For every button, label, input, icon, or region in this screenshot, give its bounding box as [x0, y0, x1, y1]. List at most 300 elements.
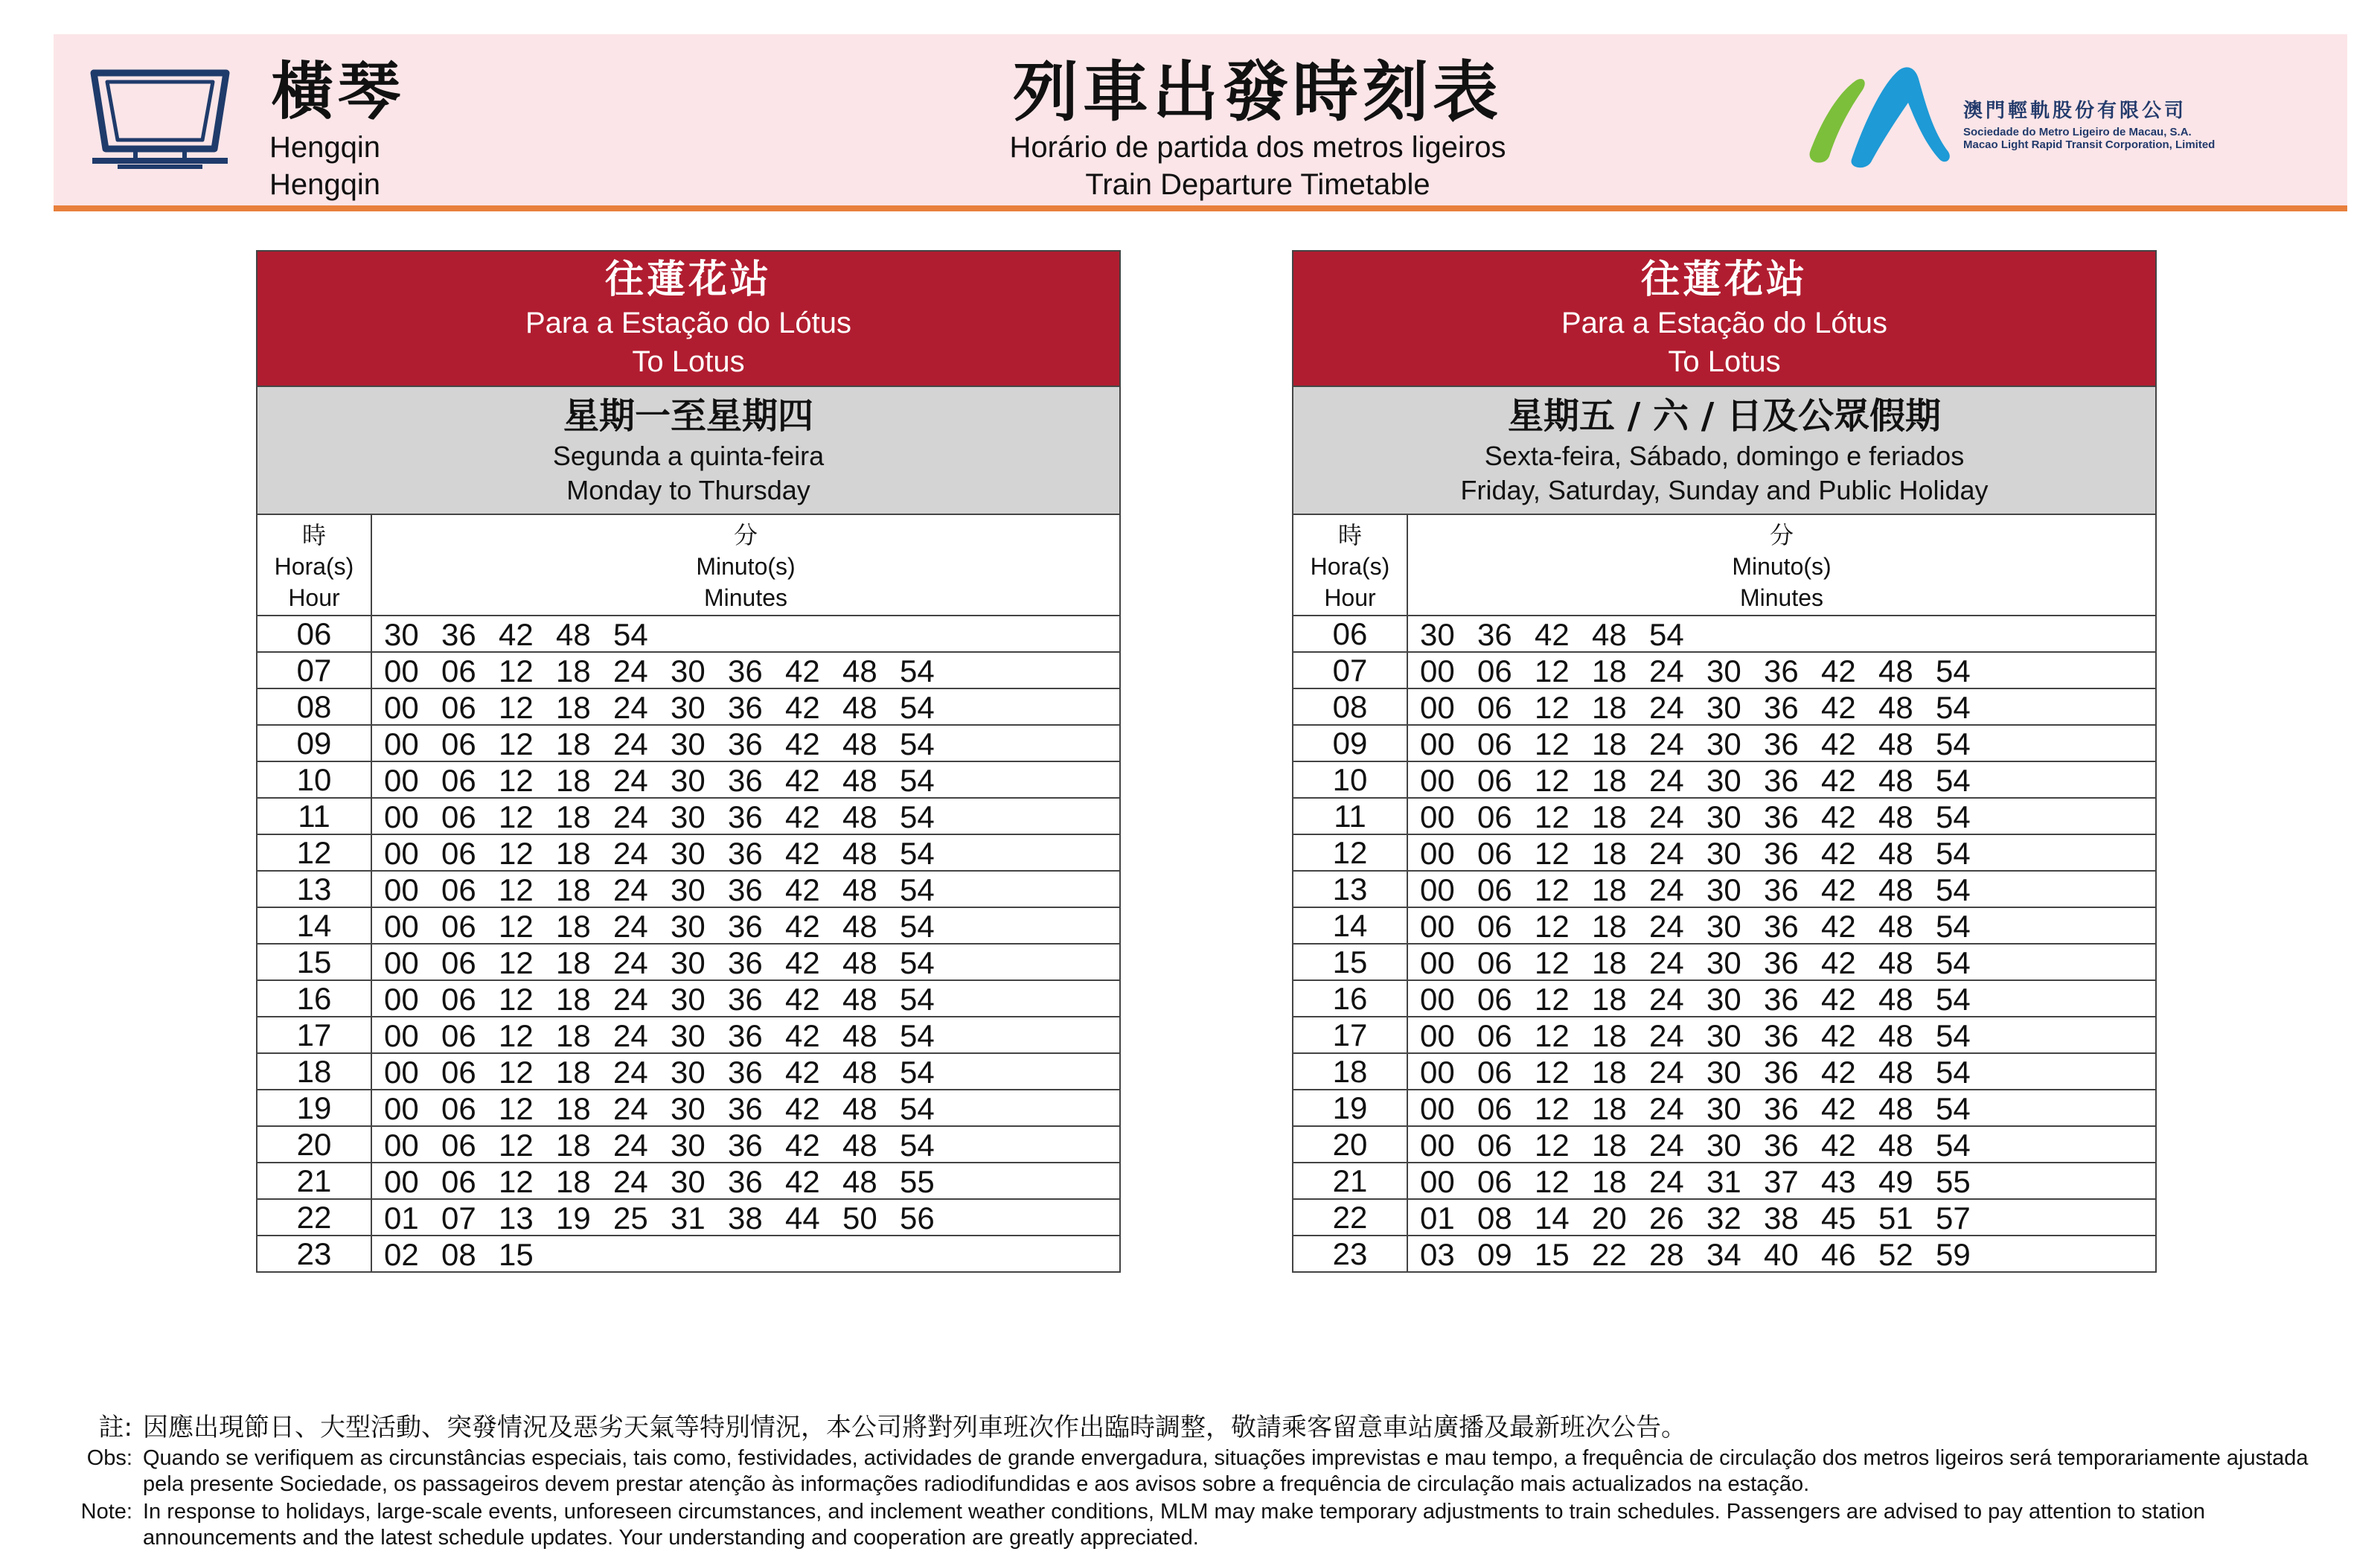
minute-value: 48: [1878, 653, 1913, 688]
minute-value: 24: [613, 763, 648, 798]
minute-value: 36: [728, 1091, 763, 1126]
minute-value: 06: [441, 1091, 476, 1126]
minutes-cell: [372, 1054, 1119, 1089]
minute-value: 48: [842, 836, 877, 871]
minute-value: 42: [1821, 1055, 1856, 1090]
table-row: [257, 835, 1119, 872]
hour-cell: 18: [257, 1054, 372, 1089]
minute-value: 30: [671, 1128, 706, 1163]
minute-value: 42: [785, 799, 820, 834]
service-days-pt: Sexta-feira, Sábado, domingo e feriados: [1484, 441, 1965, 471]
page-title-zh: 列車出發時刻表: [1012, 54, 1503, 130]
minute-value: 48: [1878, 982, 1913, 1017]
minute-value: 06: [1477, 1091, 1512, 1126]
minute-value: 12: [1535, 1091, 1570, 1126]
minutes-cell: [372, 981, 1119, 1016]
minute-value: 24: [613, 726, 648, 761]
minute-value: 30: [671, 982, 706, 1017]
station-name-pt: Hengqin: [269, 131, 381, 164]
table-row: [257, 726, 1119, 762]
minute-value: 30: [671, 799, 706, 834]
table-row: [257, 762, 1119, 799]
minute-value: 24: [1649, 653, 1684, 688]
minute-value: 30: [1706, 1018, 1741, 1053]
direction-zh: 往蓮花站: [604, 258, 772, 302]
minute-value: 42: [1821, 653, 1856, 688]
minutes-cell: [1408, 945, 2155, 979]
table-row: [257, 799, 1119, 835]
table-row: [257, 1163, 1119, 1200]
minute-value: 48: [842, 1164, 877, 1199]
minute-value: 36: [1764, 836, 1799, 871]
minutes-cell: [372, 653, 1119, 688]
minute-value: 48: [1878, 1018, 1913, 1053]
minute-value: 36: [728, 726, 763, 761]
minute-value: 06: [441, 836, 476, 871]
table-row: [1293, 653, 2155, 689]
minute-value: 12: [499, 799, 534, 834]
minute-value: 12: [499, 1091, 534, 1126]
minute-value: 42: [1535, 617, 1570, 652]
minute-value: 54: [900, 1018, 935, 1053]
minute-value: 18: [556, 836, 591, 871]
minutes-cell: [372, 1090, 1119, 1125]
minutes-cell: [1408, 981, 2155, 1016]
minute-value: 18: [556, 653, 591, 688]
minute-value: 42: [785, 690, 820, 725]
minute-value: 36: [728, 909, 763, 944]
minute-value: 00: [1420, 945, 1455, 980]
minute-value: 24: [1649, 1128, 1684, 1163]
minute-value: 36: [1477, 617, 1512, 652]
hour-cell: 13: [1293, 872, 1408, 907]
timetable-weekday: [256, 250, 1121, 1273]
minute-value: 12: [1535, 653, 1570, 688]
minute-value: 06: [441, 872, 476, 907]
minute-value: 34: [1706, 1237, 1741, 1272]
minute-value: 06: [1477, 690, 1512, 725]
minute-value: 48: [1878, 1055, 1913, 1090]
company-name-en: Macao Light Rapid Transit Corporation, Limited: [1963, 138, 2216, 151]
minute-value: 15: [1535, 1237, 1570, 1272]
minute-header-zh: 分: [1769, 522, 1794, 549]
minute-value: 06: [441, 653, 476, 688]
table-row: [1293, 981, 2155, 1017]
page-title-pt: Horário de partida dos metros ligeiros: [1009, 131, 1506, 164]
minute-value: 30: [671, 726, 706, 761]
minute-value: 30: [671, 653, 706, 688]
minute-value: 14: [1535, 1201, 1570, 1236]
minute-value: 18: [556, 1055, 591, 1090]
minute-value: 00: [1420, 1055, 1455, 1090]
minute-value: 00: [384, 726, 419, 761]
minute-value: 18: [1592, 726, 1627, 761]
minute-value: 42: [785, 653, 820, 688]
minute-value: 00: [384, 799, 419, 834]
minute-value: 12: [1535, 945, 1570, 980]
table-row: [257, 689, 1119, 726]
minute-value: 36: [728, 653, 763, 688]
minute-value: 12: [499, 653, 534, 688]
minute-header-pt: Minuto(s): [696, 553, 796, 580]
minute-value: 30: [1420, 617, 1455, 652]
minute-value: 00: [1420, 872, 1455, 907]
minute-value: 22: [1592, 1237, 1627, 1272]
minute-value: 03: [1420, 1237, 1455, 1272]
direction-en: To Lotus: [632, 345, 745, 378]
minute-value: 30: [671, 1055, 706, 1090]
minute-value: 31: [671, 1201, 706, 1236]
minute-value: 48: [842, 872, 877, 907]
minute-value: 55: [1936, 1164, 1971, 1199]
minute-value: 30: [1706, 726, 1741, 761]
minute-value: 12: [1535, 1164, 1570, 1199]
hour-header-pt: Hora(s): [274, 553, 354, 580]
minute-value: 24: [613, 1091, 648, 1126]
minute-value: 54: [900, 1091, 935, 1126]
minute-value: 00: [1420, 1164, 1455, 1199]
note-pt-text: Quando se verifiquem as circunstâncias especiais, tais como, festividades, actividades de grande envergadura, situações imprevistas e mau tempo, a frequência de circulação dos metros ligeiros será temporariamente ajustada pela presente Sociedade, os passageiros devem prestar atenção às informações radiodifundidas e aos avisos sobre a frequência de circulação mais actualizados na estação.: [143, 1446, 2309, 1496]
minute-column-header: [1408, 515, 2155, 615]
minute-value: 36: [728, 836, 763, 871]
minute-value: 24: [613, 1055, 648, 1090]
minutes-cell: [1408, 799, 2155, 834]
minute-value: 08: [441, 1237, 476, 1272]
table-row: [1293, 762, 2155, 799]
minutes-cell: [372, 1127, 1119, 1162]
minute-value: 42: [1821, 1128, 1856, 1163]
minutes-cell: [1408, 616, 2155, 651]
hour-header-en: Hour: [1324, 584, 1376, 611]
minute-value: 06: [1477, 909, 1512, 944]
minute-header-en: Minutes: [1739, 584, 1824, 611]
service-days-header: [257, 387, 1119, 515]
minute-value: 18: [1592, 982, 1627, 1017]
table-row: [1293, 945, 2155, 981]
minute-value: 30: [1706, 763, 1741, 798]
minute-value: 06: [441, 763, 476, 798]
minute-value: 42: [785, 945, 820, 980]
minute-value: 48: [842, 799, 877, 834]
minute-value: 30: [1706, 653, 1741, 688]
minute-value: 06: [1477, 726, 1512, 761]
minute-value: 26: [1649, 1201, 1684, 1236]
minute-value: 24: [1649, 763, 1684, 798]
minute-value: 18: [556, 726, 591, 761]
minute-value: 08: [1477, 1201, 1512, 1236]
table-row: [1293, 1127, 2155, 1163]
minute-value: 00: [384, 1091, 419, 1126]
minute-value: 12: [1535, 763, 1570, 798]
table-row: [1293, 835, 2155, 872]
hour-column-header: [1293, 515, 1408, 615]
minute-value: 02: [384, 1237, 419, 1272]
hour-cell: 12: [1293, 835, 1408, 870]
minute-value: 12: [499, 1055, 534, 1090]
minute-value: 42: [1821, 690, 1856, 725]
minute-value: 54: [613, 617, 648, 652]
minute-value: 36: [441, 617, 476, 652]
minute-header-en: Minutes: [703, 584, 788, 611]
minutes-cell: [1408, 1163, 2155, 1198]
minute-value: 54: [1936, 1128, 1971, 1163]
minute-value: 06: [441, 982, 476, 1017]
minute-value: 48: [1878, 836, 1913, 871]
minute-value: 00: [1420, 909, 1455, 944]
minute-value: 18: [1592, 653, 1627, 688]
minute-value: 06: [441, 1018, 476, 1053]
minute-value: 18: [1592, 1055, 1627, 1090]
minute-value: 54: [900, 982, 935, 1017]
minutes-cell: [372, 689, 1119, 724]
hour-cell: 09: [257, 726, 372, 761]
minute-value: 36: [728, 690, 763, 725]
minute-value: 36: [1764, 690, 1799, 725]
minute-value: 24: [1649, 909, 1684, 944]
minute-value: 30: [1706, 982, 1741, 1017]
minute-value: 24: [1649, 690, 1684, 725]
minute-value: 36: [728, 763, 763, 798]
hour-header-pt: Hora(s): [1310, 553, 1390, 580]
minute-value: 12: [499, 945, 534, 980]
hour-cell: 16: [1293, 981, 1408, 1016]
minute-value: 06: [1477, 982, 1512, 1017]
minute-value: 37: [1764, 1164, 1799, 1199]
minutes-cell: [372, 835, 1119, 870]
minute-value: 54: [1936, 982, 1971, 1017]
minute-value: 36: [1764, 763, 1799, 798]
minute-value: 42: [1821, 726, 1856, 761]
minute-value: 00: [1420, 763, 1455, 798]
minute-value: 42: [785, 909, 820, 944]
station-name-en: Hengqin: [269, 168, 381, 201]
minute-value: 18: [1592, 945, 1627, 980]
hour-cell: 11: [1293, 799, 1408, 834]
direction-zh: 往蓮花站: [1640, 258, 1808, 302]
hour-cell: 14: [1293, 908, 1408, 943]
hour-cell: 14: [257, 908, 372, 943]
minute-value: 06: [441, 945, 476, 980]
minute-value: 36: [1764, 909, 1799, 944]
minute-value: 54: [900, 653, 935, 688]
direction-pt: Para a Estação do Lótus: [525, 307, 852, 339]
minute-value: 42: [785, 763, 820, 798]
minute-value: 54: [900, 945, 935, 980]
minute-value: 24: [613, 982, 648, 1017]
minute-value: 54: [1936, 726, 1971, 761]
minute-value: 30: [1706, 1091, 1741, 1126]
note-en-label: Note:: [80, 1500, 132, 1524]
minute-value: 48: [556, 617, 591, 652]
table-row: [1293, 908, 2155, 945]
minute-value: 06: [441, 1055, 476, 1090]
minute-value: 18: [556, 799, 591, 834]
minute-value: 54: [1936, 690, 1971, 725]
minute-value: 55: [900, 1164, 935, 1199]
minute-value: 18: [556, 872, 591, 907]
minute-value: 48: [842, 1128, 877, 1163]
minute-value: 18: [1592, 1018, 1627, 1053]
minute-value: 00: [384, 945, 419, 980]
minute-value: 06: [1477, 763, 1512, 798]
hour-cell: 08: [1293, 689, 1408, 724]
hour-cell: 06: [1293, 616, 1408, 651]
table-row: [1293, 1200, 2155, 1236]
hour-cell: 09: [1293, 726, 1408, 761]
minute-value: 24: [613, 909, 648, 944]
minute-value: 42: [785, 1128, 820, 1163]
minute-header-zh: 分: [733, 522, 758, 549]
minute-value: 12: [1535, 872, 1570, 907]
hour-header-zh: 時: [301, 522, 326, 549]
minute-value: 06: [441, 799, 476, 834]
timetable-weekend-holiday: [1292, 250, 2157, 1273]
station-name-zh: 橫琴: [271, 55, 406, 128]
minutes-cell: [1408, 689, 2155, 724]
minute-value: 01: [1420, 1201, 1455, 1236]
minute-value: 30: [671, 1091, 706, 1126]
service-days-pt: Segunda a quinta-feira: [552, 441, 825, 471]
minute-value: 36: [1764, 945, 1799, 980]
minute-value: 54: [1936, 1091, 1971, 1126]
minute-value: 52: [1878, 1237, 1913, 1272]
table-row: [257, 1236, 1119, 1271]
minute-value: 30: [1706, 909, 1741, 944]
minute-value: 00: [384, 1018, 419, 1053]
minute-value: 20: [1592, 1201, 1627, 1236]
hour-cell: 08: [257, 689, 372, 724]
hour-cell: 20: [257, 1127, 372, 1162]
minute-value: 06: [1477, 1055, 1512, 1090]
minute-value: 18: [556, 982, 591, 1017]
company-logo-icon: [1807, 64, 1956, 168]
minute-value: 42: [1821, 836, 1856, 871]
minute-value: 54: [900, 763, 935, 798]
minute-value: 18: [556, 1091, 591, 1126]
minute-value: 25: [613, 1201, 648, 1236]
hour-cell: 22: [257, 1200, 372, 1235]
hour-cell: 07: [1293, 653, 1408, 688]
company-name-zh: 澳門輕軌股份有限公司: [1963, 99, 2187, 121]
minute-value: 12: [1535, 836, 1570, 871]
minute-value: 30: [671, 763, 706, 798]
minute-value: 06: [441, 909, 476, 944]
minute-value: 15: [499, 1237, 534, 1272]
minute-value: 06: [441, 726, 476, 761]
minute-value: 06: [441, 1128, 476, 1163]
minute-value: 00: [1420, 653, 1455, 688]
page-title-en: Train Departure Timetable: [1085, 168, 1430, 201]
minute-value: 42: [1821, 763, 1856, 798]
minute-value: 06: [1477, 836, 1512, 871]
direction-en: To Lotus: [1668, 345, 1781, 378]
minute-value: 48: [842, 690, 877, 725]
hour-cell: 19: [1293, 1090, 1408, 1125]
direction-header: [1293, 252, 2155, 387]
minute-value: 00: [1420, 1128, 1455, 1163]
minute-value: 36: [728, 982, 763, 1017]
minute-value: 06: [1477, 653, 1512, 688]
minute-value: 12: [1535, 1018, 1570, 1053]
minute-value: 06: [1477, 1164, 1512, 1199]
table-row: [257, 945, 1119, 981]
minute-value: 38: [728, 1201, 763, 1236]
minute-value: 24: [613, 653, 648, 688]
minute-value: 30: [1706, 690, 1741, 725]
minute-value: 30: [671, 872, 706, 907]
minute-value: 36: [728, 1128, 763, 1163]
minutes-cell: [372, 616, 1119, 651]
minute-value: 30: [671, 1018, 706, 1053]
hour-header-zh: 時: [1337, 522, 1362, 549]
minute-value: 48: [842, 1055, 877, 1090]
minutes-cell: [372, 908, 1119, 943]
minute-value: 32: [1706, 1201, 1741, 1236]
minute-value: 18: [1592, 872, 1627, 907]
table-row: [257, 1200, 1119, 1236]
minute-value: 00: [384, 653, 419, 688]
company-name-pt: Sociedade do Metro Ligeiro de Macau, S.A.: [1963, 126, 2192, 138]
note-zh: [71, 1411, 2341, 1444]
direction-pt: Para a Estação do Lótus: [1561, 307, 1888, 339]
minutes-cell: [1408, 653, 2155, 688]
table-row: [1293, 616, 2155, 653]
minute-value: 48: [1592, 617, 1627, 652]
minute-value: 42: [1821, 945, 1856, 980]
minute-value: 18: [556, 690, 591, 725]
hour-cell: 17: [1293, 1017, 1408, 1052]
table-row: [1293, 1090, 2155, 1127]
minute-value: 30: [671, 836, 706, 871]
minute-value: 24: [613, 1164, 648, 1199]
station-building-icon: [89, 68, 231, 180]
minute-value: 36: [728, 1018, 763, 1053]
minute-value: 30: [1706, 872, 1741, 907]
table-row: [257, 1127, 1119, 1163]
minute-value: 12: [499, 1018, 534, 1053]
minute-value: 18: [556, 1164, 591, 1199]
minute-value: 48: [842, 763, 877, 798]
minute-value: 42: [1821, 1018, 1856, 1053]
minute-value: 18: [556, 1018, 591, 1053]
minute-value: 18: [1592, 909, 1627, 944]
hour-cell: 11: [257, 799, 372, 834]
minute-value: 56: [900, 1201, 935, 1236]
minute-value: 30: [671, 1164, 706, 1199]
minute-value: 30: [671, 909, 706, 944]
minute-value: 31: [1706, 1164, 1741, 1199]
minute-value: 42: [785, 1164, 820, 1199]
minute-value: 12: [1535, 1128, 1570, 1163]
note-en: [71, 1499, 2341, 1551]
hour-cell: 21: [1293, 1163, 1408, 1198]
minute-header-pt: Minuto(s): [1732, 553, 1832, 580]
service-days-en: Friday, Saturday, Sunday and Public Holiday: [1460, 475, 1989, 505]
minute-value: 48: [842, 653, 877, 688]
minute-value: 54: [1936, 945, 1971, 980]
hour-cell: 15: [1293, 945, 1408, 979]
note-pt: [71, 1445, 2341, 1498]
minute-value: 49: [1878, 1164, 1913, 1199]
minute-value: 12: [499, 763, 534, 798]
minute-value: 48: [842, 909, 877, 944]
minute-value: 54: [900, 1055, 935, 1090]
note-zh-text: 因應出現節日、大型活動、突發情況及惡劣天氣等特別情況，本公司將對列車班次作出臨時調整，敬請乘客留意車站廣播及最新班次公告。: [143, 1413, 1686, 1442]
minute-value: 06: [1477, 1128, 1512, 1163]
hour-cell: 10: [1293, 762, 1408, 797]
timetable-rows: [1293, 616, 2155, 1271]
minutes-cell: [1408, 1127, 2155, 1162]
